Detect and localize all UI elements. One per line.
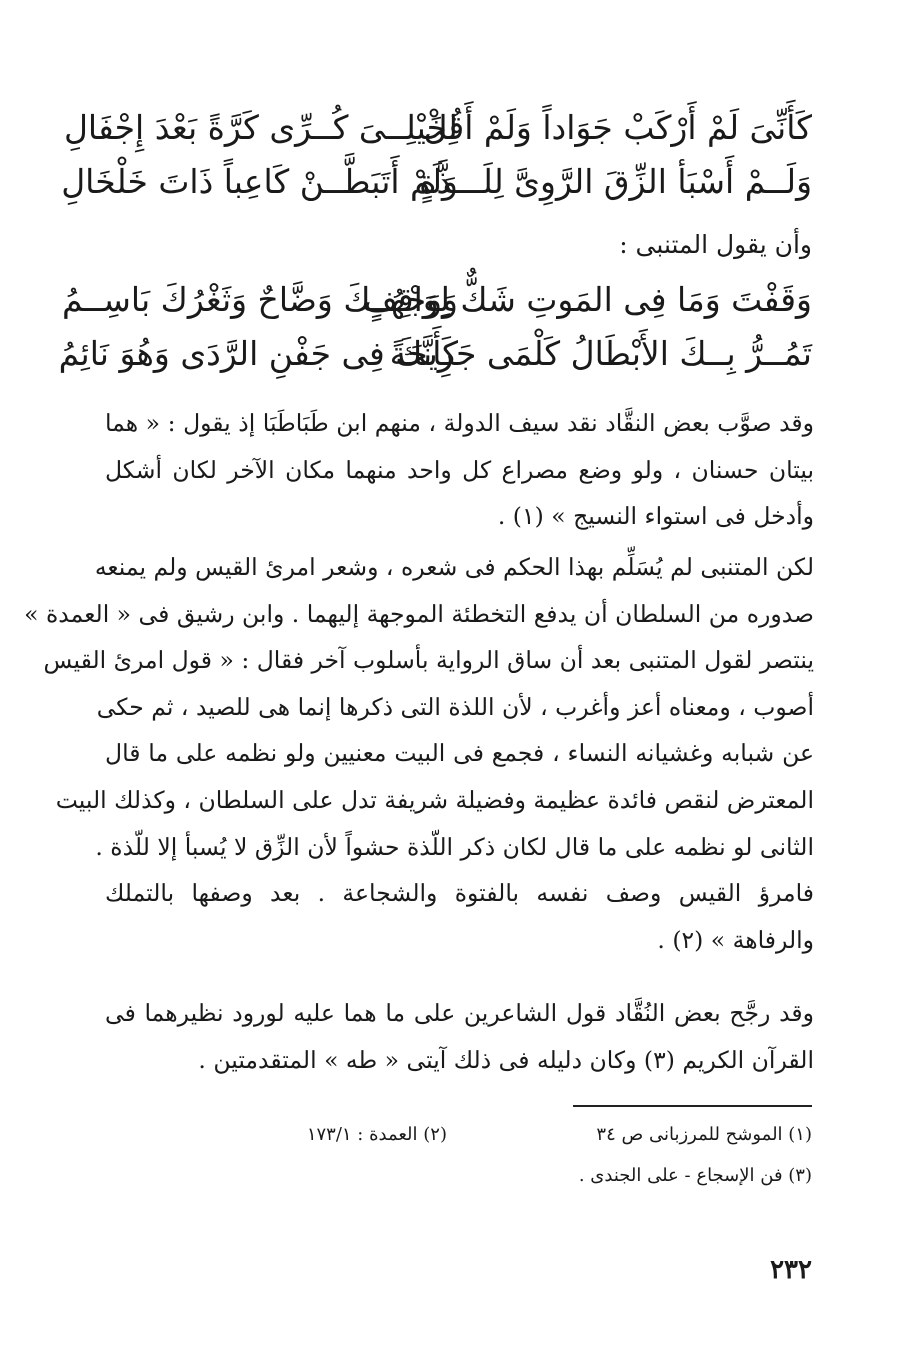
paragraph-line: الثانى لو نظمه على ما قال لكان ذكر اللّذة حشواً لأن الزِّق لا يُسبأ إلا للّذة . xyxy=(95,832,814,861)
footnote-1: (١) الموشح للمرزبانى ص ٣٤ xyxy=(596,1124,812,1145)
paragraph-2 xyxy=(24,544,814,963)
paragraph-line: فامرؤ القيس وصف نفسه بالفتوة والشجاعة . بعد وصفها بالتملك xyxy=(105,879,814,908)
paragraph-3 xyxy=(105,990,814,1083)
verse-2-second-hemistich: وَلَمْ أَتَبَطَّــنْ كَاعِباً ذَاتَ خَلْخَالِ xyxy=(61,162,458,201)
paragraph-line: وقد صوَّب بعض النقَّاد نقد سيف الدولة ، منهم ابن طَبَاطَبَا إذ يقول : « هما xyxy=(105,409,814,437)
verse-2-first-hemistich: وَلَــمْ أَسْبَأ الزِّقَ الرَّوِىَّ لِلَـــذَّةٍ xyxy=(419,162,812,201)
paragraph-line: لكن المتنبى لم يُسَلِّم بهذا الحكم فى شعره ، وشعر امرئ القيس ولم يمنعه xyxy=(94,553,814,581)
paragraph-line: وأدخل فى استواء النسيج » (١) . xyxy=(497,502,814,531)
footnote-3: (٣) فن الإسجاع - على الجندى . xyxy=(578,1165,812,1186)
verse-1-second-hemistich: لِخَيْلِــىَ كُــرِّى كَرَّةً بَعْدَ إِجْفَالِ xyxy=(63,108,458,147)
footnote-separator xyxy=(573,1105,812,1107)
paragraph-line: القرآن الكريم (٣) وكان دليله فى ذلك آيتى « طه » المتقدمتين . xyxy=(198,1045,814,1074)
paragraph-line: أصوب ، ومعناه أعز وأغرب ، لأن اللذة التى ذكرها إنما هى للصيد ، ثم حكى xyxy=(96,692,814,721)
paragraph-line: ينتصر لقول المتنبى بعد أن ساق الرواية بأسلوب آخر فقال : « قول امرئ القيس xyxy=(43,646,814,675)
paragraph-line: المعترض لنقص فائدة عظيمة وفضيلة شريفة تدل على السلطان ، وكذلك البيت xyxy=(55,785,814,814)
verse-4-second-hemistich: كَأَنَّكَ فِى جَفْنِ الرَّدَى وَهُوَ نَائِمُ xyxy=(58,334,458,373)
verse-3-first-hemistich: وَقَفْتَ وَمَا فِى المَوتِ شَكٌّ لِوَاقِفٍ xyxy=(363,280,812,319)
verse-4-first-hemistich: تَمُــرُّ بِــكَ الأَبْطَالُ كَلْمَى جَرِيحَةً xyxy=(389,334,812,373)
paragraph-line: بيتان حسنان ، ولو وضع مصراع كل واحد منهما مكان الآخر لكان أشكل xyxy=(105,455,814,484)
paragraph-line: عن شبابه وغشيانه النساء ، فجمع فى البيت معنيين ولو نظمه على ما قال xyxy=(105,739,814,768)
footnote-2: (٢) العمدة : ١٧٣/١ xyxy=(306,1124,447,1145)
paragraph-1 xyxy=(105,400,814,540)
paragraph-line: والرفاهة » (٢) . xyxy=(657,925,814,954)
verse-1-first-hemistich: كَأَنِّىَ لَمْ أَرْكَبْ جَوَاداً وَلَمْ أَقُلْ xyxy=(423,108,812,147)
intro-line: وأن يقول المتنبى : xyxy=(619,230,812,259)
verse-3-second-hemistich: وَوَجْهُــكَ وَضَّاحٌ وَثَغْرُكَ بَاسِــمُ xyxy=(61,280,458,319)
paragraph-line: وقد رجَّح بعض النُقَّاد قول الشاعرين على ما هما عليه لورود نظيرهما فى xyxy=(105,999,814,1027)
page-number: ٢٣٢ xyxy=(770,1255,812,1285)
paragraph-line: صدوره من السلطان أن يدفع التخطئة الموجهة إليهما . وابن رشيق فى « العمدة » xyxy=(24,599,814,628)
